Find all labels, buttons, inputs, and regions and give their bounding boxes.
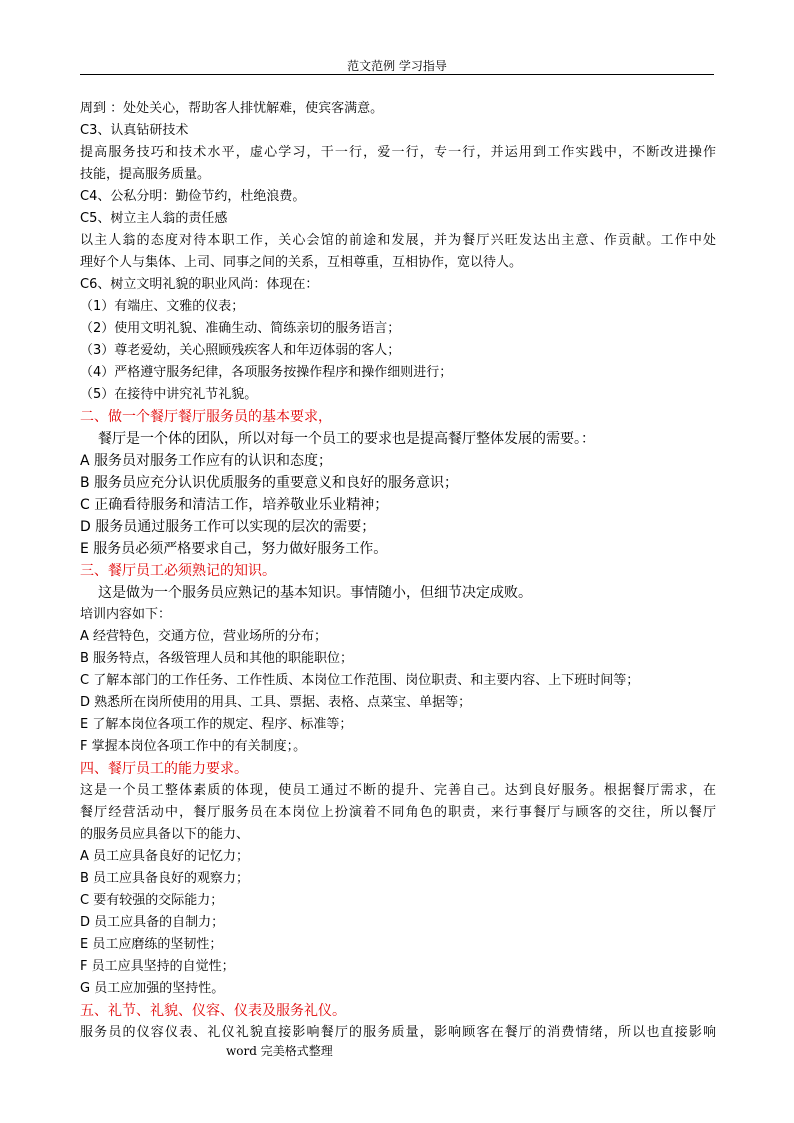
text-line: G 员工应加强的坚持性。	[80, 981, 225, 996]
text-line: 培训内容如下：	[80, 607, 172, 622]
text-line: （4）严格遵守服务纪律，各项服务按操作程序和操作细则进行；	[80, 365, 453, 380]
text-line: B 服务特点，各级管理人员和其他的职能职位；	[80, 651, 354, 666]
text-line: （5）在接待中讲究礼节礼貌。	[80, 387, 258, 402]
text-line: E 员工应磨练的坚韧性；	[80, 937, 223, 952]
text-line: 这是做为一个服务员应熟记的基本知识。事情随小，但细节决定成败。	[98, 585, 532, 601]
text-line: 这是一个员工整体素质的体现，使员工通过不断的提升、完善自己。达到良好服务。根据餐厅需求，在	[80, 783, 716, 798]
section-heading: 五、礼节、礼貌、仪容、仪表及服务礼仪。	[80, 1003, 346, 1019]
text-line: （1）有端庄、文雅的仪表；	[80, 299, 245, 314]
text-line: A 经营特色，交通方位，营业场所的分布；	[80, 629, 328, 644]
text-line: 的服务员应具备以下的能力、	[80, 827, 250, 842]
text-line: B 员工应具备良好的观察力；	[80, 871, 250, 886]
text-line: 餐厅经营活动中，餐厅服务员在本岗位上扮演着不同角色的职责，来行事餐厅与顾客的交往，所以餐厅	[80, 805, 716, 820]
text-line: C3、认真钻研技术	[80, 123, 189, 138]
page-header: 范文范例 学习指导	[347, 59, 447, 73]
text-line: 理好个人与集体、上司、同事之间的关系，互相尊重，互相协作，宽以待人。	[80, 255, 523, 270]
text-line: D 员工应具备的自制力；	[80, 915, 225, 930]
text-line: B 服务员应充分认识优质服务的重要意义和良好的服务意识；	[80, 475, 459, 491]
text-line: E 了解本岗位各项工作的规定、程序、标准等；	[80, 717, 353, 732]
section-heading: 二、做一个餐厅餐厅服务员的基本要求，	[80, 409, 332, 425]
text-line: （3）尊老爱幼，关心照顾残疾客人和年迈体弱的客人；	[80, 343, 401, 358]
text-line: （2）使用文明礼貌、准确生动、简练亲切的服务语言；	[80, 321, 401, 336]
text-line: A 服务员对服务工作应有的认识和态度；	[80, 453, 333, 469]
text-line: C 了解本部门的工作任务、工作性质、本岗位工作范围、岗位职责、和主要内容、上下班时间等；	[80, 673, 640, 688]
text-line: A 员工应具备良好的记忆力；	[80, 849, 250, 864]
text-line: 周到 ：处处关心，帮助客人排忧解难，使宾客满意。	[80, 101, 384, 116]
text-line: D 服务员通过服务工作可以实现的层次的需要；	[80, 519, 376, 535]
text-line: C 正确看待服务和清洁工作，培养敬业乐业精神；	[80, 497, 389, 513]
section-heading: 三、餐厅员工必须熟记的知识。	[80, 563, 276, 579]
text-line: C4、公私分明：勤俭节约，杜绝浪费。	[80, 189, 306, 204]
text-line: 以主人翁的态度对待本职工作，关心会馆的前途和发展，并为餐厅兴旺发达出主意、作贡献。工作中处	[80, 233, 716, 248]
text-line: 服务员的仪容仪表、礼仪礼貌直接影响餐厅的服务质量，影响顾客在餐厅的消费情绪，所以也直接影响	[80, 1025, 716, 1040]
page-footer: word 完美格式整理	[226, 1044, 333, 1058]
text-line: 餐厅是一个体的团队，所以对每一个员工的要求也是提高餐厅整体发展的需要。：	[98, 431, 595, 447]
text-line: C 要有较强的交际能力；	[80, 893, 224, 908]
text-line: E 服务员必须严格要求自己，努力做好服务工作。	[80, 541, 388, 557]
document-body	[80, 98, 716, 1044]
text-line: C6、树立文明礼貌的职业风尚：体现在：	[80, 277, 319, 292]
text-line: C5、树立主人翁的责任感	[80, 211, 228, 226]
text-line: F 掌握本岗位各项工作中的有关制度；。	[80, 739, 307, 754]
section-heading: 四、餐厅员工的能力要求。	[80, 761, 248, 777]
header-divider	[80, 74, 714, 75]
text-line: 技能，提高服务质量。	[80, 167, 211, 182]
text-line: F 员工应具坚持的自觉性；	[80, 959, 235, 974]
text-line: D 熟悉所在岗所使用的用具、工具、票据、表格、点菜宝、单据等；	[80, 695, 472, 710]
text-line: 提高服务技巧和技术水平，虚心学习，干一行，爱一行，专一行，并运用到工作实践中，不断改进操作	[80, 145, 716, 160]
